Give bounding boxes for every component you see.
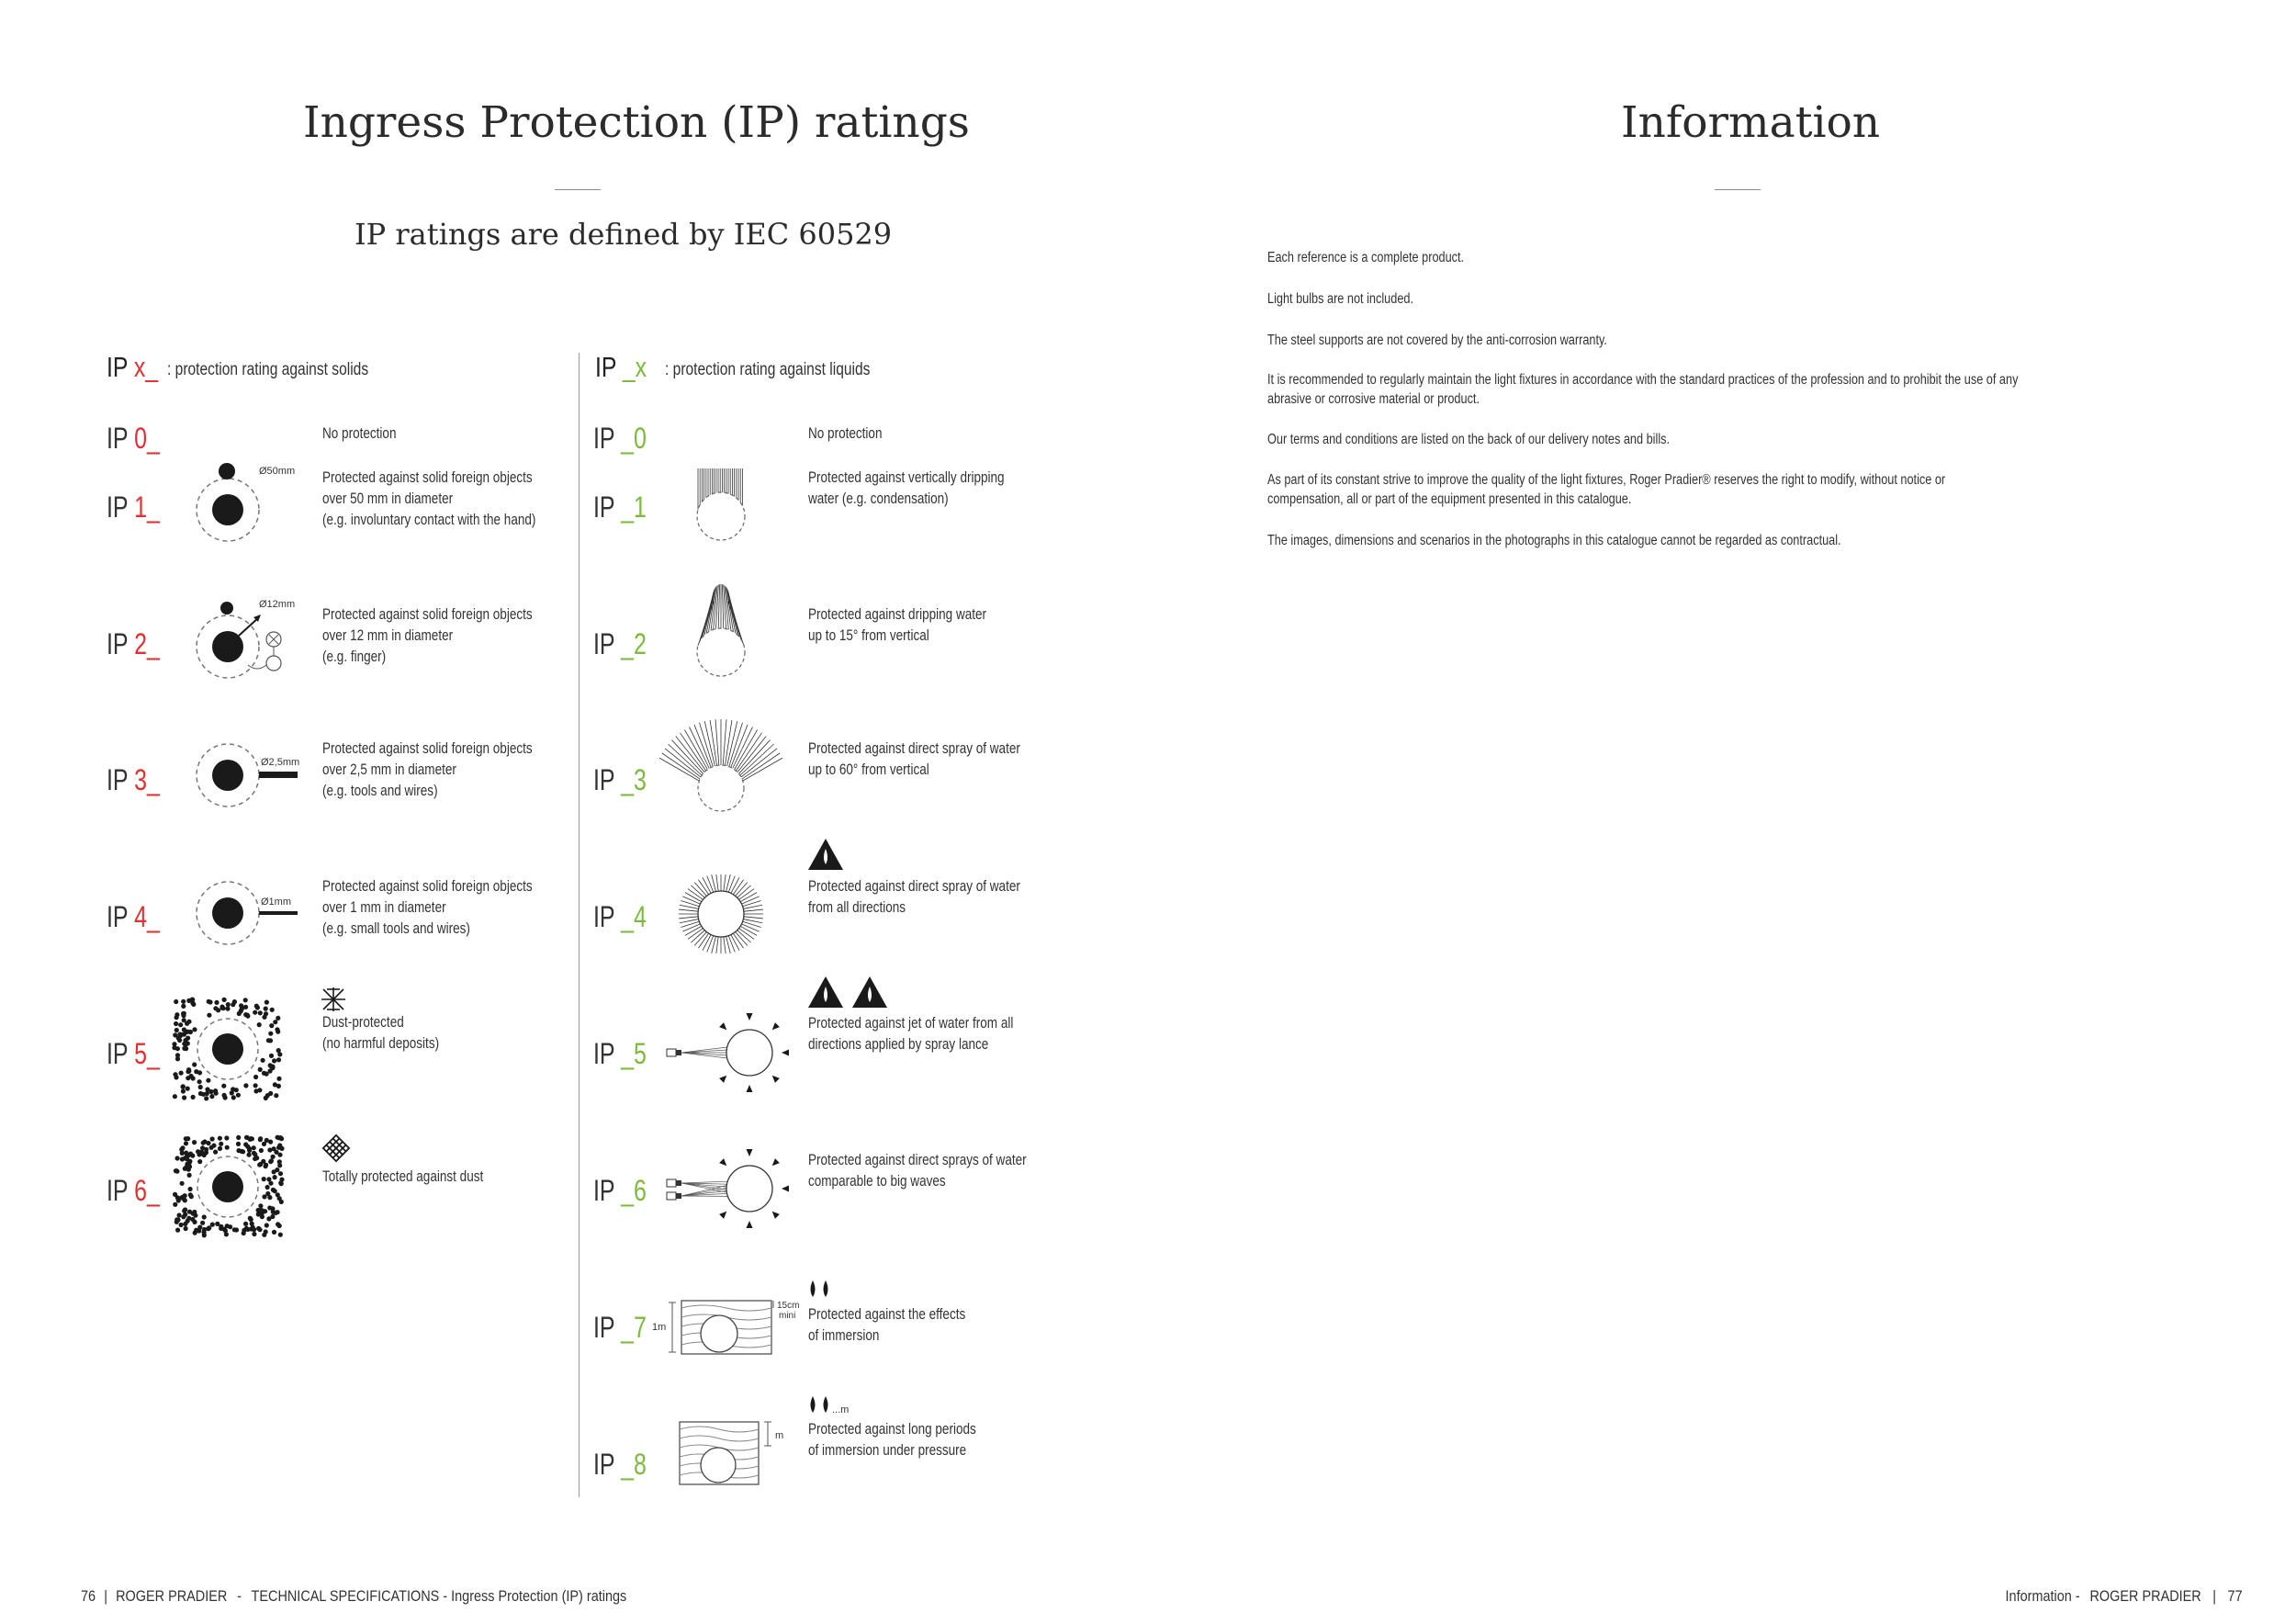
left-page-title: Ingress Protection (IP) ratings — [303, 97, 970, 148]
footer-brand: ROGER PRADIER — [2089, 1587, 2202, 1605]
footer-section: Information - — [2005, 1587, 2081, 1605]
left-footer: 76 | ROGER PRADIER - TECHNICAL SPECIFICATIONS - Ingress Protection (IP) ratings — [81, 1587, 627, 1605]
dust-tight-icon — [171, 1135, 290, 1238]
column-divider — [579, 353, 580, 1497]
info-paragraph: The images, dimensions and scenarios in the photographs in this catalogue cannot be regarded as contractual. — [1267, 533, 1841, 548]
svg-text:...m: ...m — [832, 1404, 850, 1415]
liquid-description: Protected against dripping water up to 15° from vertical — [808, 606, 987, 644]
liquid-description: No protection — [808, 425, 883, 442]
liquid-description: Protected against direct sprays of water comparable to big waves — [808, 1152, 1027, 1190]
immersion-icon — [650, 1295, 816, 1364]
svg-text:1m: 1m — [652, 1322, 667, 1333]
liquid-description: Protected against the effects of immersion — [808, 1306, 966, 1344]
dust-tight-mesh-icon — [321, 1133, 351, 1163]
title-rule-left — [555, 189, 601, 190]
solid-description: No protection — [322, 425, 397, 442]
info-paragraph: Our terms and conditions are listed on the back of our delivery notes and bills. — [1267, 432, 1671, 447]
pressure-immersion-icon — [680, 1415, 817, 1488]
solid-50mm-icon — [193, 457, 312, 549]
liquid-ip-label: IP _0 — [593, 422, 647, 455]
liquid-description: Protected against jet of water from all directions applied by spray lance — [808, 1015, 1014, 1053]
svg-text:Ø50mm: Ø50mm — [259, 466, 296, 477]
solids-header-text: : protection rating against solids — [167, 360, 369, 379]
spray-60deg-icon — [670, 740, 771, 814]
solid-ip-label: IP 1_ — [107, 491, 160, 524]
footer-brand: ROGER PRADIER — [116, 1587, 228, 1605]
page-number: 77 — [2227, 1587, 2243, 1605]
info-paragraph: As part of its constant strive to improve the quality of the light fixtures, Roger Pradier® reserves the right to modify, without notice or compensation, all or part of the equipment presented in this catalogue. — [1267, 472, 1946, 507]
right-page-title: Information — [1621, 97, 1881, 148]
solid-2-5mm-icon — [193, 735, 312, 808]
title-rule-right — [1715, 189, 1761, 190]
liquid-ip-label: IP _8 — [593, 1448, 647, 1481]
liquid-ip-label: IP _2 — [593, 627, 647, 660]
ip-code: _x — [622, 351, 647, 383]
liquid-ip-label: IP _7 — [593, 1311, 647, 1344]
solid-description: Protected against solid foreign objects over 1 mm in diameter (e.g. small tools and wires) — [322, 878, 533, 937]
jet-spray-lance-icon — [665, 1009, 803, 1100]
ip-prefix: IP — [107, 351, 128, 383]
liquid-ip-label: IP _5 — [593, 1037, 647, 1070]
right-footer: Information - ROGER PRADIER | 77 — [2005, 1587, 2243, 1605]
info-paragraph: The steel supports are not covered by the anti-corrosion warranty. — [1267, 333, 1607, 348]
footer-section: TECHNICAL SPECIFICATIONS - Ingress Protection (IP) ratings — [251, 1587, 627, 1605]
solid-ip-label: IP 3_ — [107, 763, 160, 796]
ip-code: x_ — [133, 351, 159, 383]
solid-description: Protected against solid foreign objects over 12 mm in diameter (e.g. finger) — [322, 606, 533, 665]
liquid-description: Protected against direct spray of water up to 60° from vertical — [808, 740, 1020, 778]
liquid-description: Protected against vertically dripping water (e.g. condensation) — [808, 469, 1005, 507]
solid-description: Protected against solid foreign objects over 2,5 mm in diameter (e.g. tools and wires) — [322, 740, 533, 799]
solid-ip-label: IP 6_ — [107, 1174, 160, 1207]
info-paragraph: Light bulbs are not included. — [1267, 291, 1413, 307]
svg-text:Ø2,5mm: Ø2,5mm — [261, 757, 300, 768]
drip-15deg-icon — [680, 603, 762, 676]
immersion-drops-icon — [807, 1279, 835, 1301]
liquid-description: Protected against long periods of immersion under pressure — [808, 1421, 976, 1459]
ip-prefix: IP — [595, 351, 616, 383]
liquid-ip-label: IP _4 — [593, 900, 647, 933]
liquid-ip-label: IP _6 — [593, 1174, 647, 1207]
svg-text:mini: mini — [779, 1311, 796, 1321]
left-page-subtitle: IP ratings are defined by IEC 60529 — [355, 217, 893, 252]
liquid-ip-label: IP _1 — [593, 491, 647, 524]
liquid-ip-label: IP _3 — [593, 763, 647, 796]
dust-protected-icon — [171, 998, 290, 1100]
info-paragraph: It is recommended to regularly maintain the light fixtures in accordance with the standard practices of the profession and to prohibit the use of any abrasive or corrosive material or product. — [1267, 372, 2019, 407]
svg-text:Ø12mm: Ø12mm — [259, 599, 296, 610]
solid-description: Dust-protected (no harmful deposits) — [322, 1014, 440, 1052]
solid-ip-label: IP 0_ — [107, 422, 160, 455]
solid-12mm-finger-icon — [193, 595, 312, 687]
page-number: 76 — [81, 1587, 96, 1605]
solid-ip-label: IP 4_ — [107, 900, 160, 933]
solid-ip-label: IP 2_ — [107, 627, 160, 660]
solid-description: Totally protected against dust — [322, 1168, 484, 1185]
svg-text:Ø1mm: Ø1mm — [261, 897, 291, 908]
dust-mesh-icon — [321, 987, 345, 1011]
powerful-jets-icon — [665, 1145, 803, 1236]
liquid-description: Protected against direct spray of water from all directions — [808, 878, 1020, 916]
drop-warning-icon — [807, 838, 844, 871]
spray-all-directions-icon — [675, 873, 767, 955]
svg-text:m: m — [775, 1430, 784, 1441]
liquids-header-text: : protection rating against liquids — [665, 360, 871, 379]
vertical-drip-icon — [689, 467, 753, 540]
solid-description: Protected against solid foreign objects over 50 mm in diameter (e.g. involuntary contact with the hand) — [322, 469, 536, 528]
solid-ip-label: IP 5_ — [107, 1037, 160, 1070]
info-paragraph: Each reference is a complete product. — [1267, 250, 1465, 265]
solid-1mm-icon — [193, 873, 312, 946]
double-drop-warning-icon — [807, 976, 890, 1009]
pressure-drops-icon — [807, 1394, 872, 1416]
svg-text:15cm: 15cm — [777, 1301, 800, 1311]
